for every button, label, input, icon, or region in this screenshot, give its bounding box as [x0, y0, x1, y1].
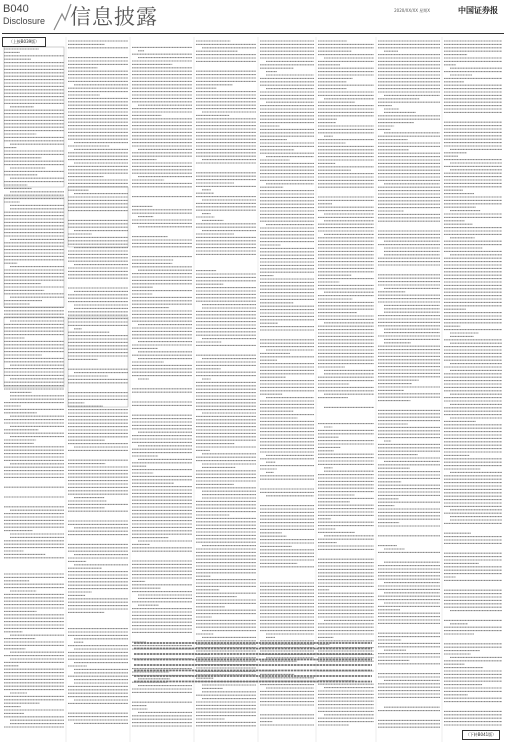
body-text-texture [2, 37, 504, 742]
header-rule [2, 33, 504, 34]
continuation-top-label: （上接B039版） [2, 37, 46, 47]
newspaper-logo: 中国证券报 [458, 5, 498, 15]
masthead [0, 0, 506, 34]
table-frame [68, 317, 128, 407]
section-title-cn: 信息披露 [70, 5, 158, 29]
continuation-bottom-label: （下转B041版） [462, 730, 500, 740]
section-title-en: Disclosure [3, 16, 46, 26]
article-columns [2, 37, 504, 742]
page-code: B040 [3, 3, 29, 15]
table-frame [68, 187, 128, 247]
issue-date: 2020/XX/XX 星期X [394, 8, 430, 13]
slash-decoration-icon [52, 2, 72, 32]
